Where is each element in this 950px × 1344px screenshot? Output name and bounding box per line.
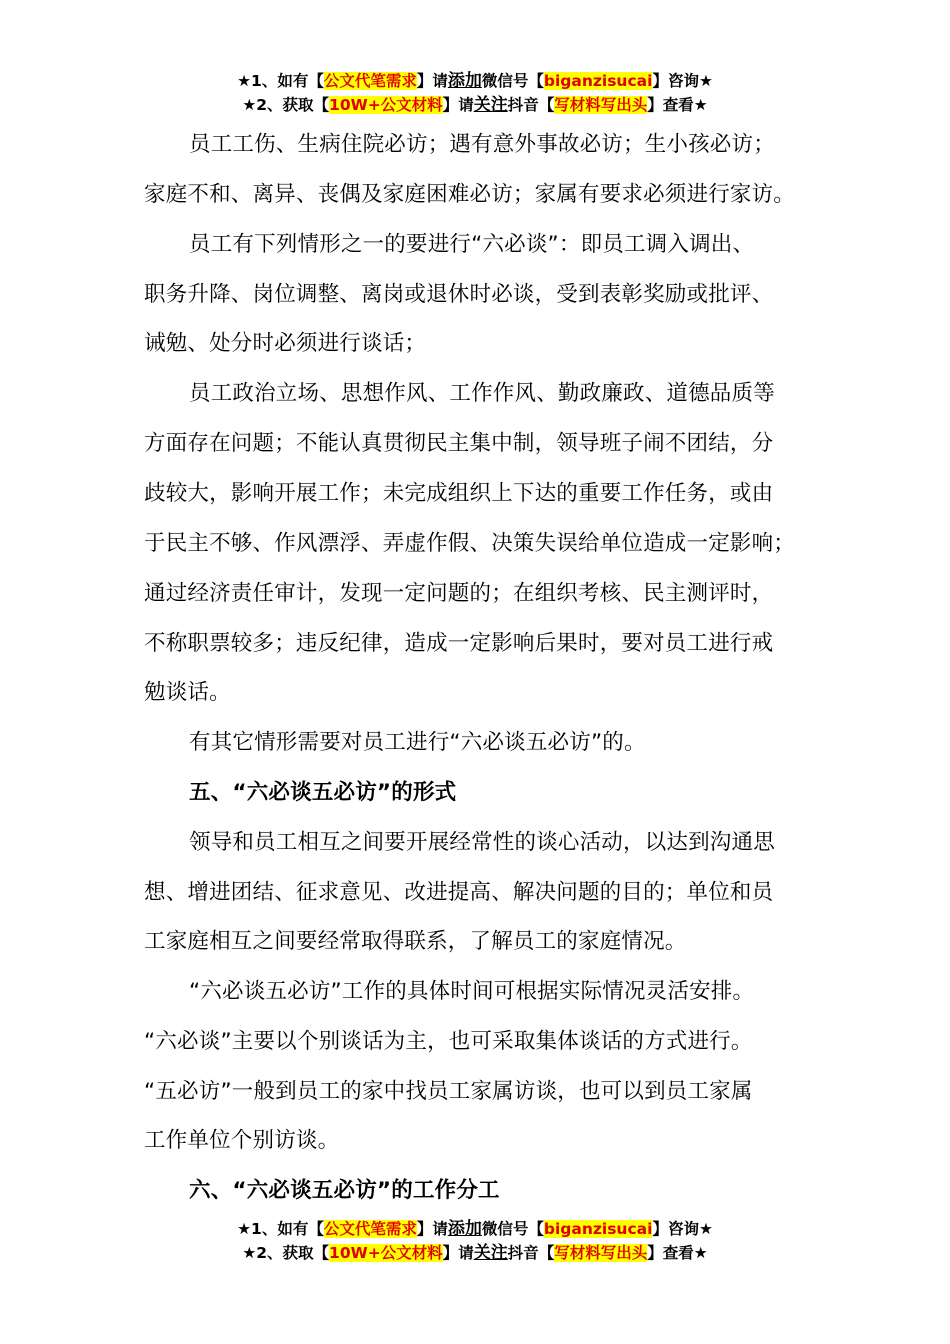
body-line: 有其它情形需要对员工进行“六必谈五必访”的。 [189,730,646,755]
promo-text: 抖音【 [507,96,555,114]
promo-highlight: 公文代笔需求 [323,72,417,90]
promo-emphasis: 关注 [473,1243,508,1263]
body-line: 领导和员工相互之间要开展经常性的谈心活动，以达到沟通思 [189,830,775,855]
promo-highlight: 10W+公文材料 [329,96,443,114]
body-line: “五必访”一般到员工的家中找员工家属访谈，也可以到员工家属 [144,1079,753,1104]
body-line: 员工政治立场、思想作风、工作作风、勤政廉政、道德品质等 [189,381,775,406]
promo-highlight: 公文代笔需求 [323,1220,417,1238]
body-line: 不称职票较多；违反纪律，造成一定影响后果时，要对员工进行戒 [144,631,774,656]
body-line: 想、增进团结、征求意见、改进提高、解决问题的目的；单位和员 [144,880,774,905]
promo-text: ★2、获取【 [242,96,330,114]
promo-text: ★2、获取【 [242,1244,330,1262]
promo-text: 】咨询★ [652,1220,713,1238]
body-line: 员工工伤、生病住院必访；遇有意外事故必访；生小孩必访； [189,132,775,157]
promo-text: 】请 [442,96,474,114]
body-line: “六必谈”主要以个别谈话为主，也可采取集体谈话的方式进行。 [144,1029,753,1054]
body-line: “六必谈五必访”工作的具体时间可根据实际情况灵活安排。 [189,979,755,1004]
body-line: 职务升降、岗位调整、离岗或退休时必谈，受到表彰奖励或批评、 [144,282,774,307]
body-line: 员工有下列情形之一的要进行“六必谈”：即员工调入调出、 [189,232,755,257]
promo-line-2 [0,1241,950,1265]
promo-emphasis: 添加 [447,1219,482,1239]
promo-text: 】请 [416,72,448,90]
promo-highlight: 10W+公文材料 [329,1244,443,1262]
promo-emphasis: 关注 [473,95,508,115]
body-line: 歧较大，影响开展工作；未完成组织上下达的重要工作任务，或由 [144,481,774,506]
section-heading: 六、“六必谈五必访”的工作分工 [189,1178,500,1203]
body-line: 方面存在问题；不能认真贯彻民主集中制，领导班子闹不团结，分 [144,431,774,456]
promo-banner-bottom [0,1217,950,1265]
promo-text: 抖音【 [507,1244,555,1262]
body-line: 家庭不和、离异、丧偶及家庭困难必访；家属有要求必须进行家访。 [144,182,796,207]
promo-emphasis: 添加 [447,71,482,91]
promo-text: 微信号【 [481,1220,544,1238]
promo-highlight: 写材料写出头 [554,96,648,114]
promo-highlight: 写材料写出头 [554,1244,648,1262]
body-line: 工家庭相互之间要经常取得联系，了解员工的家庭情况。 [144,929,687,954]
promo-highlight: biganzisucai [543,1220,653,1238]
promo-text: 微信号【 [481,72,544,90]
section-heading: 五、“六必谈五必访”的形式 [189,780,457,805]
promo-highlight: biganzisucai [543,72,653,90]
promo-banner-top [0,69,950,117]
body-line: 勉谈话。 [144,680,231,705]
promo-text: 】查看★ [647,96,708,114]
promo-text: ★1、如有【 [237,72,324,90]
body-line: 诫勉、处分时必须进行谈话； [144,331,427,356]
body-line: 通过经济责任审计，发现一定问题的；在组织考核、民主测评时， [144,581,774,606]
promo-line-1 [0,69,950,93]
promo-text: 】请 [442,1244,474,1262]
promo-text: 】咨询★ [652,72,713,90]
promo-line-2 [0,93,950,117]
promo-text: ★1、如有【 [237,1220,324,1238]
promo-line-1 [0,1217,950,1241]
promo-text: 】查看★ [647,1244,708,1262]
body-line: 工作单位个别访谈。 [144,1128,340,1153]
body-line: 于民主不够、作风漂浮、弄虚作假、决策失误给单位造成一定影响； [144,531,796,556]
promo-text: 】请 [416,1220,448,1238]
